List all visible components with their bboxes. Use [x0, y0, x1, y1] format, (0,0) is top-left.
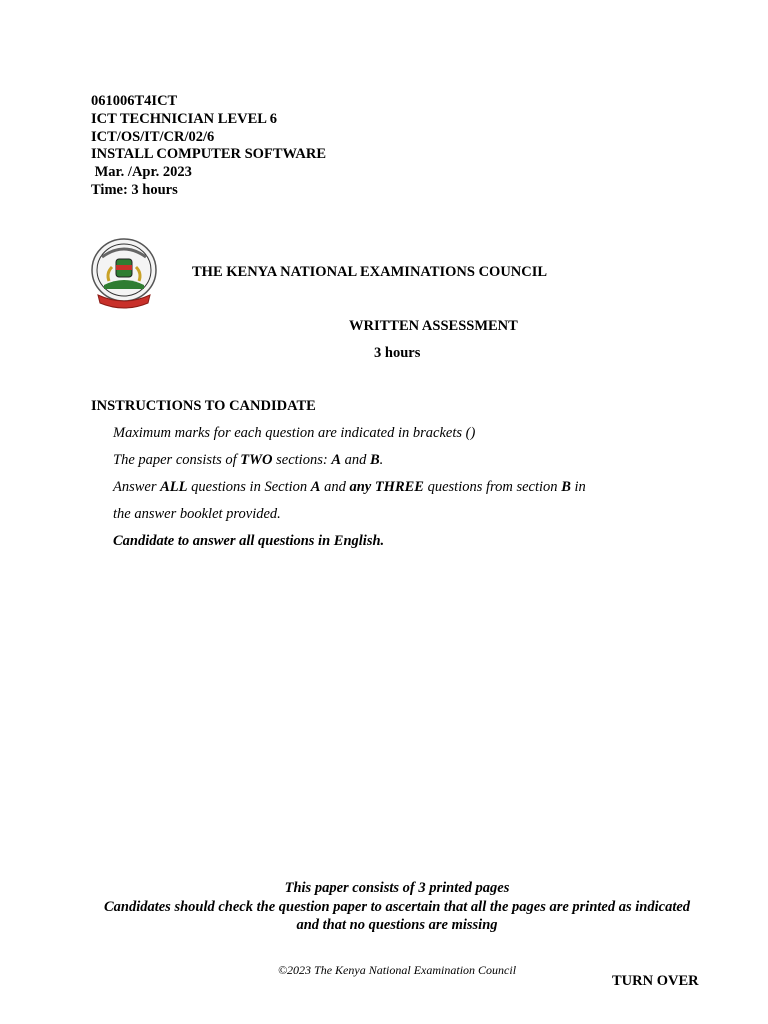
instruction-emphasis: any THREE [349, 479, 424, 495]
instructions-title: INSTRUCTIONS TO CANDIDATE [91, 398, 316, 414]
instruction-text: questions in Section [187, 479, 311, 495]
paper-code: 061006T4ICT [91, 93, 178, 109]
instruction-emphasis: TWO [240, 452, 273, 468]
exam-date: Mar. /Apr. 2023 [91, 164, 192, 181]
unit-code: ICT/OS/IT/CR/02/6 [91, 128, 215, 145]
instruction-text: sections: [272, 452, 332, 468]
instruction-text: Answer [113, 479, 161, 495]
instruction-text: The paper consists of [113, 452, 241, 468]
footer-pages: This paper consists of 3 printed pages [284, 880, 510, 896]
instruction-sections [113, 452, 383, 469]
instruction-emphasis: A [331, 452, 341, 468]
instruction-text: . [379, 452, 384, 468]
footer-check-line-2: and that no questions are missing [296, 917, 498, 933]
unit-title: INSTALL COMPUTER SOFTWARE [91, 146, 326, 163]
instruction-booklet: the answer booklet provided. [113, 506, 281, 522]
course-name: ICT TECHNICIAN LEVEL 6 [91, 110, 278, 127]
instruction-language: Candidate to answer all questions in English. [113, 533, 385, 549]
exam-header [91, 93, 326, 200]
instruction-answer [113, 479, 586, 496]
instruction-text: in [570, 479, 586, 495]
footer-check-line-1: Candidates should check the question paper to ascertain that all the pages are printed as indicated [103, 899, 691, 915]
kenya-coat-of-arms-icon [90, 237, 158, 313]
instruction-text: questions from section [423, 479, 562, 495]
instruction-emphasis: B [561, 479, 571, 495]
instruction-emphasis: A [310, 479, 321, 495]
copyright-notice: ©2023 The Kenya National Examination Council [277, 963, 517, 977]
instruction-text: and [320, 479, 350, 495]
instruction-marks: Maximum marks for each question are indicated in brackets () [113, 425, 476, 441]
instruction-emphasis: ALL [160, 479, 188, 495]
instruction-emphasis: B [369, 452, 380, 468]
instruction-text: and [340, 452, 370, 468]
council-name: THE KENYA NATIONAL EXAMINATIONS COUNCIL [192, 264, 548, 280]
assessment-type: WRITTEN ASSESSMENT [349, 318, 518, 334]
exam-time: Time: 3 hours [91, 181, 178, 198]
assessment-duration: 3 hours [374, 345, 421, 361]
turn-over-label: TURN OVER [612, 973, 699, 989]
